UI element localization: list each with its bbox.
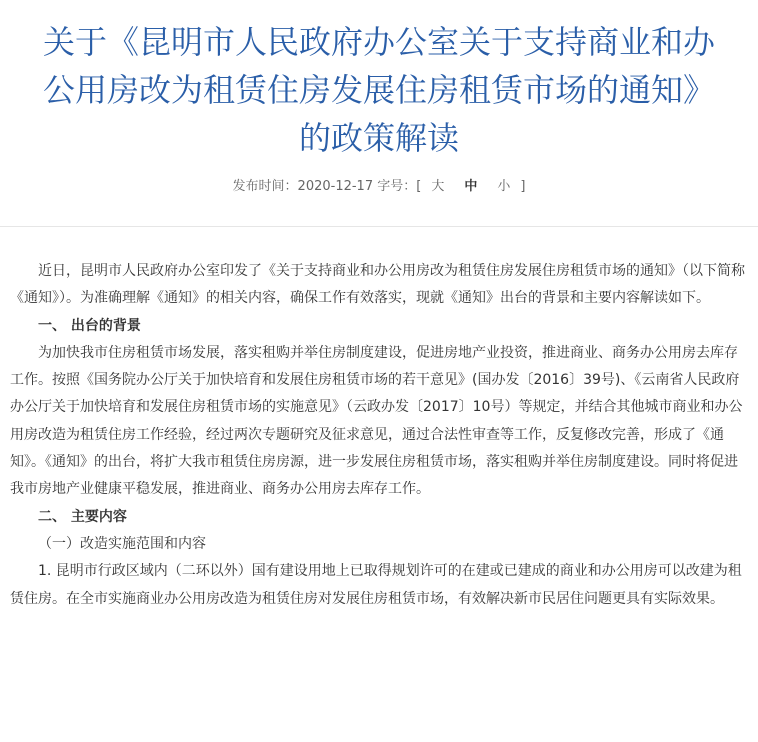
scope-paragraph: 1. 昆明市行政区域内（二环以外）国有建设用地上已取得规划许可的在建或已建成的商业和办公用房可以改建为租赁住房。在全市实施商业办公用房改造为租赁住房对发展住房租赁市场，有效解决新市民居住问题更具有实际效果。 [10, 563, 742, 607]
title-line-2: 公用房改为租赁住房发展住房租赁市场的通知》 [42, 71, 715, 109]
article-meta [0, 178, 758, 196]
article-content [10, 258, 746, 613]
article-title [0, 18, 758, 162]
title-line-3: 的政策解读 [298, 119, 459, 157]
font-size-medium-button[interactable]: 中 [464, 179, 478, 194]
subsection-heading-scope: （一）改造实施范围和内容 [38, 535, 206, 552]
intro-paragraph: 近日，昆明市人民政府办公室印发了《关于支持商业和办公用房改为租赁住房发展住房租赁市场的通知》（以下简称《通知》）。为准确理解《通知》的相关内容，确保工作有效落实，现就《通知》出台的背景和主要内容解读如下。 [10, 263, 745, 307]
section-heading-background: 一、 出台的背景 [38, 317, 141, 334]
background-paragraph: 为加快我市住房租赁市场发展，落实租购并举住房制度建设，促进房地产业投资，推进商业、商务办公用房去库存工作。按照《国务院办公厅关于加快培育和发展住房租赁市场的若干意见》(国办发〔2016〕39号)、《云南省人民政府办公厅关于加快培育和发展住房租赁市场的实施意见》（云政办发〔2017〕10号）等规定，并结合其他城市商业和办公用房改造为租赁住房工作经验，经过两次专题研究及征求意见，通过合法性审查等工作，反复修改完善，形成了《通知》。《通知》的出台，将扩大我市租赁住房房源，进一步发展住房租赁市场，落实租购并举住房制度建设。同时将促进我市房地产业健康平稳发展，推进商业、商务办公用房去库存工作。 [10, 344, 743, 498]
font-size-large-button[interactable]: 大 [431, 179, 445, 194]
header-divider [0, 226, 758, 227]
font-size-label: 字号：[ [377, 179, 422, 194]
publish-label: 发布时间： [232, 179, 298, 194]
section-heading-main-content: 二、 主要内容 [38, 508, 127, 525]
title-line-1: 关于《昆明市人民政府办公室关于支持商业和办 [42, 23, 715, 61]
font-size-small-button[interactable]: 小 [497, 179, 511, 194]
publish-date: 2020-12-17 [297, 179, 374, 194]
bracket-close: ] [520, 179, 526, 194]
